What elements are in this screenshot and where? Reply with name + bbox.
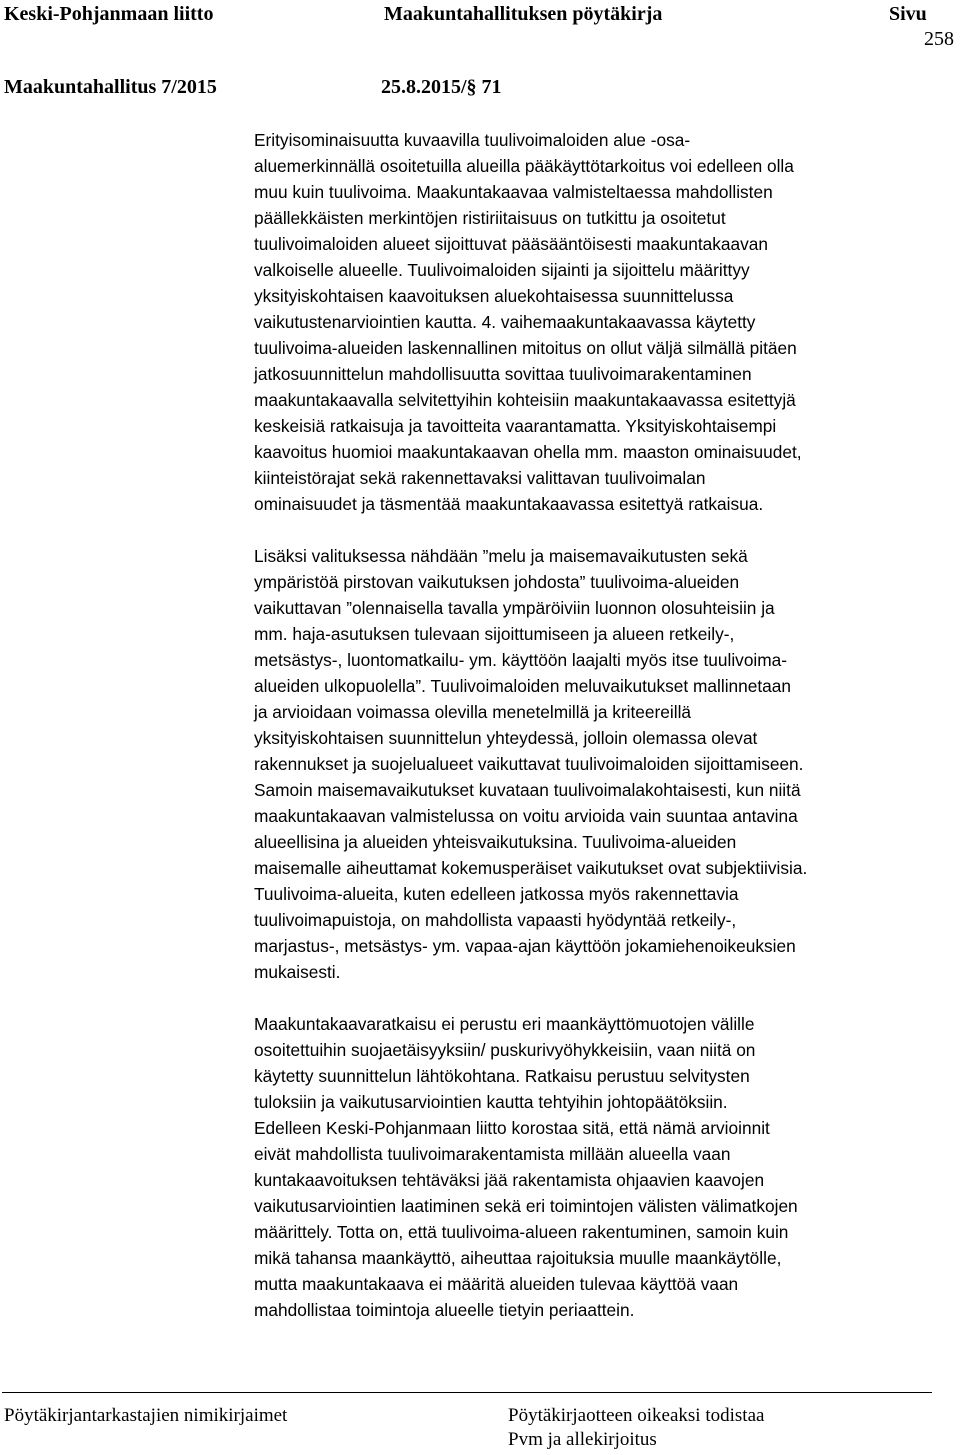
text-line: maisemalle aiheuttamat kokemusperäiset vaikutukset ovat subjektiivisia.	[254, 858, 808, 878]
paragraph	[254, 543, 944, 985]
paragraph	[254, 1011, 944, 1323]
text-line: yksityiskohtaisen kaavoituksen aluekohtaisessa suunnittelussa	[254, 286, 734, 306]
text-line: yksityiskohtaisen suunnittelun yhteydessä, jolloin olemassa olevat	[254, 728, 758, 748]
text-line: rakennukset ja suojelualueet vaikuttavat tuulivoimaloiden sijoittamiseen.	[254, 754, 804, 774]
text-line: tuulivoima-alueiden laskennallinen mitoitus on ollut väljä silmällä pitäen	[254, 338, 797, 358]
text-line: vaikutustenarviointien kautta. 4. vaihemaakuntakaavassa käytetty	[254, 312, 756, 332]
footer-initials-label: Pöytäkirjantarkastajien nimikirjaimet	[4, 1405, 288, 1426]
paragraph	[254, 127, 944, 517]
header-document-title: Maakuntahallituksen pöytäkirja	[384, 3, 663, 25]
text-line: mutta maakuntakaava ei määritä alueiden tulevaa käyttöä vaan	[254, 1274, 739, 1294]
text-line: aluemerkinnällä osoitetuilla alueilla pääkäyttötarkoitus voi edelleen olla	[254, 156, 794, 176]
text-line: Tuulivoima-alueita, kuten edelleen jatkossa myös rakennettavia	[254, 884, 739, 904]
text-line: Lisäksi valituksessa nähdään ”melu ja maisemavaikutusten sekä	[254, 546, 748, 566]
text-line: ominaisuudet ja täsmentää maakuntakaavassa esitettyä ratkaisua.	[254, 494, 764, 514]
text-line: kaavoitus huomioi maakuntakaavan ohella mm. maaston ominaisuudet,	[254, 442, 802, 462]
text-line: maakuntakaavalla selvitettyihin kohteisiin maakuntakaavassa esitettyjä	[254, 390, 796, 410]
text-line: osoitettuihin suojaetäisyyksiin/ puskurivyöhykkeisiin, vaan niitä on	[254, 1040, 756, 1060]
text-line: maakuntakaavan valmistelussa on voitu arvioida vain suuntaa antavina	[254, 806, 798, 826]
text-line: eivät mahdollista tuulivoimarakentamista millään alueella vaan	[254, 1144, 731, 1164]
text-line: mikä tahansa maankäyttö, aiheuttaa rajoituksia muulle maankäytölle,	[254, 1248, 782, 1268]
document-body	[254, 127, 944, 1349]
header-page-label: Sivu	[889, 3, 927, 25]
footer-divider	[2, 1392, 932, 1393]
text-line: mm. haja-asutuksen tulevaan sijoittumiseen ja alueen retkeily-,	[254, 624, 735, 644]
text-line: muu kuin tuulivoima. Maakuntakaavaa valmisteltaessa mahdollisten	[254, 182, 773, 202]
text-line: alueellisina ja alueiden yhteisvaikutuksina. Tuulivoima-alueiden	[254, 832, 737, 852]
text-line: jatkosuunnittelun mahdollisuutta sovittaa tuulivoimarakentaminen	[254, 364, 752, 384]
text-line: metsästys-, luontomatkailu- ym. käyttöön laajalti myös itse tuulivoima-	[254, 650, 788, 670]
footer-certification-label: Pöytäkirjaotteen oikeaksi todistaa	[508, 1405, 765, 1426]
text-line: Erityisominaisuutta kuvaavilla tuulivoimaloiden alue -osa-	[254, 130, 691, 150]
text-line: tuulivoimaloiden alueet sijoittuvat pääsääntöisesti maakuntakaavan	[254, 234, 768, 254]
page-number: 258	[924, 28, 954, 50]
text-line: päällekkäisten merkintöjen ristiriitaisuus on tutkittu ja osoitetut	[254, 208, 726, 228]
text-line: ympäristöä pirstovan vaikutuksen johdosta” tuulivoima-alueiden	[254, 572, 740, 592]
text-line: ja arvioidaan voimassa olevilla menetelmillä ja kriteereillä	[254, 702, 692, 722]
text-line: keskeisiä ratkaisuja ja tavoitteita vaarantamatta. Yksityiskohtaisempi	[254, 416, 777, 436]
header-organization: Keski-Pohjanmaan liitto	[4, 3, 214, 25]
footer-date-signature-label: Pvm ja allekirjoitus	[508, 1429, 657, 1450]
text-line: tuloksiin ja vaikutusarviointien kautta tehtyihin johtopäätöksiin.	[254, 1092, 728, 1112]
text-line: Samoin maisemavaikutukset kuvataan tuulivoimalakohtaisesti, kun niitä	[254, 780, 801, 800]
text-line: mukaisesti.	[254, 962, 341, 982]
text-line: marjastus-, metsästys- ym. vapaa-ajan käyttöön jokamiehenoikeuksien	[254, 936, 796, 956]
text-line: vaikuttavan ”olennaisella tavalla ympäröiviin luonnon olosuhteisiin ja	[254, 598, 775, 618]
text-line: kiinteistörajat sekä rakennettavaksi valittavan tuulivoimalan	[254, 468, 706, 488]
text-line: alueiden ulkopuolella”. Tuulivoimaloiden meluvaikutukset mallinnetaan	[254, 676, 792, 696]
text-line: Maakuntakaavaratkaisu ei perustu eri maankäyttömuotojen välille	[254, 1014, 755, 1034]
text-line: Edelleen Keski-Pohjanmaan liitto korostaa sitä, että nämä arvioinnit	[254, 1118, 770, 1138]
text-line: mahdollistaa toimintoja alueelle tietyin periaattein.	[254, 1300, 635, 1320]
meeting-body: Maakuntahallitus 7/2015	[4, 76, 217, 98]
text-line: tuulivoimapuistoja, on mahdollista vapaasti hyödyntää retkeily-,	[254, 910, 737, 930]
text-line: käytetty suunnittelun lähtökohtana. Ratkaisu perustuu selvitysten	[254, 1066, 750, 1086]
text-line: kuntakaavoituksen tehtäväksi jää rakentamista ohjaavien kaavojen	[254, 1170, 765, 1190]
text-line: valkoiselle alueelle. Tuulivoimaloiden sijainti ja sijoittelu määrittyy	[254, 260, 750, 280]
text-line: määrittely. Totta on, että tuulivoima-alueen rakentuminen, samoin kuin	[254, 1222, 789, 1242]
text-line: vaikutusarviointien laatiminen sekä eri toimintojen välisten välimatkojen	[254, 1196, 798, 1216]
meeting-date-section: 25.8.2015/§ 71	[381, 76, 502, 98]
